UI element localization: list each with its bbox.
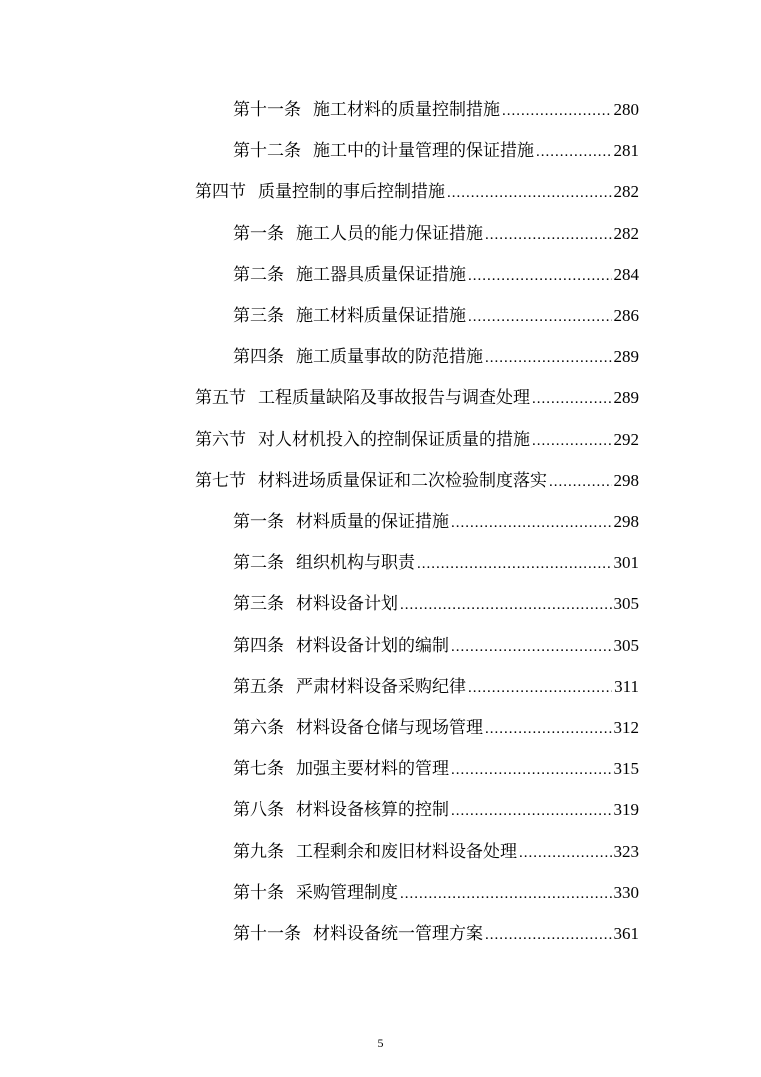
toc-dot-leader xyxy=(400,879,612,909)
toc-entry[interactable] xyxy=(233,754,639,784)
toc-entry-title: 施工质量事故的防范措施 xyxy=(296,347,483,368)
toc-entry-number: 第四条 xyxy=(233,635,284,656)
toc-dot-leader xyxy=(519,838,612,868)
toc-entry-page: 289 xyxy=(613,388,639,408)
toc-entry[interactable] xyxy=(233,919,639,949)
toc-dot-leader xyxy=(451,632,612,662)
toc-dot-leader xyxy=(468,673,612,703)
toc-entry-number: 第十二条 xyxy=(233,141,301,162)
toc-entry[interactable] xyxy=(233,589,639,619)
toc-entry-title: 工程剩余和废旧材料设备处理 xyxy=(296,841,517,862)
toc-dot-leader xyxy=(532,384,612,414)
toc-entry-number: 第三条 xyxy=(233,594,284,615)
toc-dot-leader xyxy=(536,137,612,167)
toc-entry[interactable] xyxy=(233,95,639,125)
toc-entry-page: 286 xyxy=(613,306,639,325)
toc-dot-leader xyxy=(451,755,612,785)
toc-entry[interactable] xyxy=(233,548,639,578)
toc-entry-title: 材料质量的保证措施 xyxy=(296,512,449,532)
toc-entry-page: 289 xyxy=(613,347,639,367)
toc-entry-page: 312 xyxy=(613,718,639,737)
toc-entry-number: 第四条 xyxy=(233,347,284,368)
toc-entry-page: 323 xyxy=(613,841,639,861)
toc-entry-page: 280 xyxy=(613,100,639,119)
toc-entry-page: 298 xyxy=(613,470,639,490)
toc-entry[interactable] xyxy=(233,219,639,249)
toc-entry-title: 施工材料的质量控制措施 xyxy=(313,100,500,120)
toc-entry-title: 质量控制的事后控制措施 xyxy=(258,182,445,203)
toc-entry-page: 298 xyxy=(613,512,639,531)
toc-entry-number: 第四节 xyxy=(195,182,246,203)
toc-entry-title: 对人材机投入的控制保证质量的措施 xyxy=(258,429,530,450)
toc-dot-leader xyxy=(400,590,612,620)
toc-entry-number: 第六节 xyxy=(195,429,246,450)
toc-dot-leader xyxy=(451,508,612,538)
toc-entry-title: 施工器具质量保证措施 xyxy=(296,264,466,285)
toc-entry-title: 材料设备计划的编制 xyxy=(296,635,449,656)
toc-dot-leader xyxy=(532,426,612,456)
toc-entry-title: 组织机构与职责 xyxy=(296,553,415,574)
toc-entry-page: 284 xyxy=(613,264,639,284)
toc-entry[interactable] xyxy=(233,136,639,166)
toc-entry-title: 材料设备核算的控制 xyxy=(296,800,449,821)
toc-entry-number: 第五节 xyxy=(195,388,246,409)
toc-entry[interactable] xyxy=(233,672,639,702)
toc-entry[interactable] xyxy=(195,466,639,496)
toc-entry-page: 292 xyxy=(613,429,639,449)
toc-dot-leader xyxy=(502,96,612,126)
toc-entry-number: 第一条 xyxy=(233,223,284,244)
toc-entry-page: 301 xyxy=(613,553,639,573)
toc-entry[interactable] xyxy=(195,177,639,207)
toc-entry-title: 施工人员的能力保证措施 xyxy=(296,223,483,244)
page-number: 5 xyxy=(377,1036,384,1050)
toc-entry-title: 材料设备计划 xyxy=(296,594,398,615)
toc-entry[interactable] xyxy=(195,425,639,455)
toc-dot-leader xyxy=(468,261,612,291)
toc-entry[interactable] xyxy=(233,260,639,290)
toc-dot-leader xyxy=(447,178,612,208)
toc-dot-leader xyxy=(549,467,612,497)
toc-entry-title: 施工中的计量管理的保证措施 xyxy=(313,141,534,162)
toc-entry-page: 311 xyxy=(614,676,639,696)
toc-entry-title: 严肃材料设备采购纪律 xyxy=(296,676,466,697)
toc-entry[interactable] xyxy=(233,837,639,867)
toc-dot-leader xyxy=(485,220,612,250)
toc-dot-leader xyxy=(417,549,612,579)
toc-dot-leader xyxy=(451,796,612,826)
toc-entry-number: 第三条 xyxy=(233,306,284,326)
toc-entry-number: 第二条 xyxy=(233,264,284,285)
toc-dot-leader xyxy=(468,302,612,332)
toc-entry-number: 第一条 xyxy=(233,512,284,532)
toc-entry-number: 第二条 xyxy=(233,553,284,574)
toc-entry-page: 282 xyxy=(613,223,639,243)
toc-entry-title: 材料设备仓储与现场管理 xyxy=(296,718,483,738)
toc-entry[interactable] xyxy=(233,795,639,825)
toc-entry-title: 采购管理制度 xyxy=(296,882,398,903)
toc-entry-title: 工程质量缺陷及事故报告与调查处理 xyxy=(258,388,530,409)
toc-entry-number: 第九条 xyxy=(233,841,284,862)
toc-entry-number: 第十一条 xyxy=(233,924,301,944)
toc-entry[interactable] xyxy=(195,383,639,413)
toc-entry[interactable] xyxy=(233,713,639,743)
toc-entry[interactable] xyxy=(233,507,639,537)
toc-entry-page: 361 xyxy=(613,924,639,943)
toc-entry-number: 第五条 xyxy=(233,676,284,697)
toc-entry-page: 305 xyxy=(613,635,639,655)
toc-entry-page: 330 xyxy=(613,882,639,902)
toc-entry-title: 材料设备统一管理方案 xyxy=(313,924,483,944)
toc-dot-leader xyxy=(485,920,612,950)
toc-entry-title: 加强主要材料的管理 xyxy=(296,759,449,780)
toc-entry-page: 281 xyxy=(613,141,639,161)
toc-dot-leader xyxy=(485,343,612,373)
toc-entry-title: 材料进场质量保证和二次检验制度落实 xyxy=(258,470,547,491)
toc-entry-number: 第七条 xyxy=(233,759,284,780)
toc-entry-number: 第六条 xyxy=(233,718,284,738)
toc-entry-page: 305 xyxy=(613,594,639,614)
toc-entry[interactable] xyxy=(233,878,639,908)
toc-entry-page: 315 xyxy=(613,759,639,779)
toc-dot-leader xyxy=(485,714,612,744)
toc-entry-page: 282 xyxy=(613,182,639,202)
toc-entry[interactable] xyxy=(233,342,639,372)
toc-entry-number: 第十一条 xyxy=(233,100,301,120)
toc-entry-page: 319 xyxy=(613,800,639,820)
toc-entry-number: 第八条 xyxy=(233,800,284,821)
toc-entry-number: 第十条 xyxy=(233,882,284,903)
toc-entry-number: 第七节 xyxy=(195,470,246,491)
toc-entry-title: 施工材料质量保证措施 xyxy=(296,306,466,326)
toc-entry[interactable] xyxy=(233,631,639,661)
toc-entry[interactable] xyxy=(233,301,639,331)
